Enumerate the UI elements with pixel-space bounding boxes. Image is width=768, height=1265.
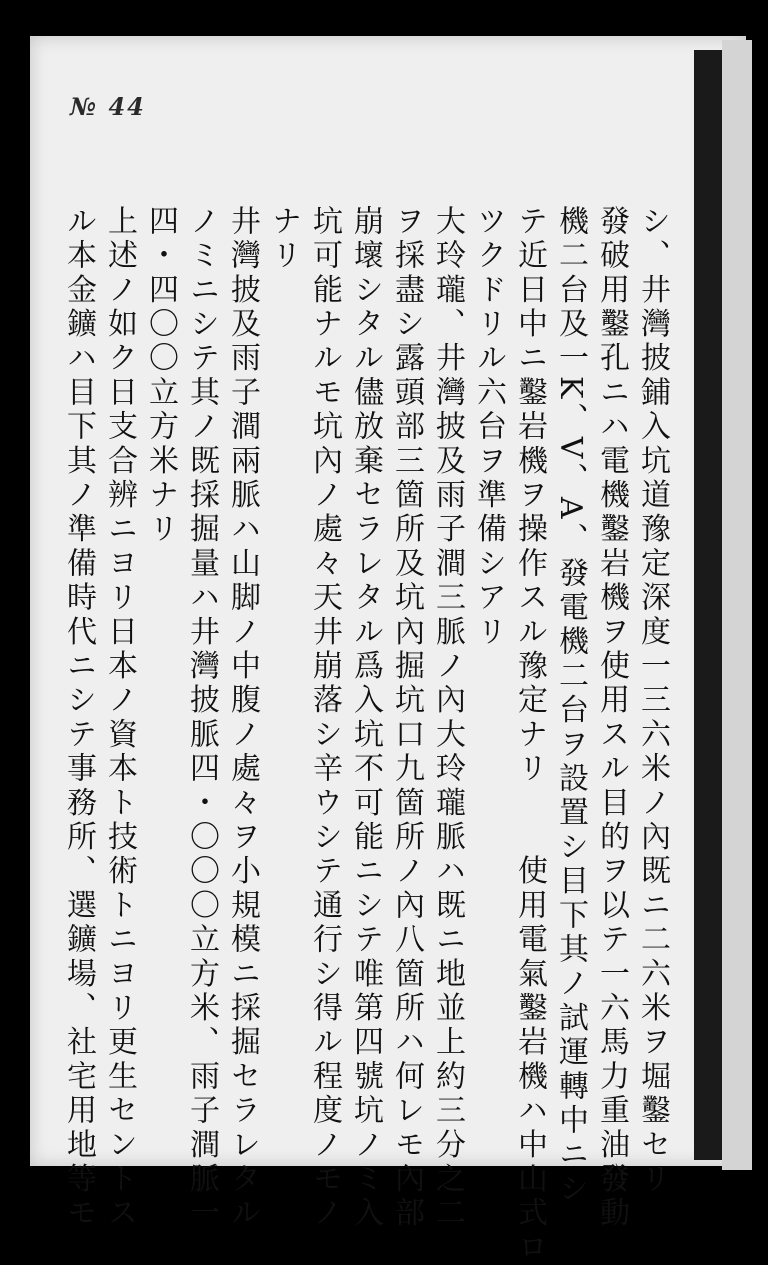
text-column: ナリ [266,205,301,274]
text-column: テ近日中ニ鑿岩機ヲ操作スル豫定ナリ 使用電氣鑿岩機ハ中山式ロ [512,205,547,1265]
text-column: ツクドリル六台ヲ準備シアリ [471,205,506,650]
page-number: № 44 [70,92,146,121]
text-column: 四・四〇〇立方米ナリ [143,205,178,547]
text-column: 坑可能ナルモ坑內ノ處々天井崩落シ辛ウシテ通行シ得ル程度ノモノ [307,205,342,1231]
text-column: 大玲瓏、井灣披及雨子澗三脈ノ內大玲瓏脈ハ既ニ地並上約三分之二 [430,205,465,1231]
text-column: 發破用鑿孔ニハ電機鑿岩機ヲ使用スル目的ヲ以テ一六馬力重油發動 [594,205,629,1231]
text-column: 井灣披及雨子澗兩脈ハ山脚ノ中腹ノ處々ヲ小規模ニ採掘セラレタル [225,205,260,1231]
text-column: ヲ採盡シ露頭部三箇所及坑內掘坑口九箇所ノ內八箇所ハ何レモ內部 [389,205,424,1231]
binding-gutter [694,50,722,1160]
text-column: ル本金鑛ハ目下其ノ準備時代ニシテ事務所、選鑛場、社宅用地等モ [61,205,96,1231]
page-edge [722,40,752,1170]
text-column: 機二台及一K、V、A、發電機二台ヲ設置シ目下其ノ試運轉中ニシ [553,205,588,1207]
text-column: シ、井灣披鋪入坑道豫定深度一三六米ノ內既ニ二六米ヲ堀鑿セリ [635,205,670,1197]
text-column: ノミニシテ其ノ既採掘量ハ井灣披脈四・〇〇〇立方米、雨子澗脈一 [184,205,219,1231]
text-column: 上述ノ如ク日支合辨ニヨリ日本ノ資本ト技術トニヨリ更生セントス [102,205,137,1231]
text-column: 崩壞シタル儘放棄セラレタル爲入坑不可能ニシテ唯第四號坑ノミ入 [348,205,383,1231]
